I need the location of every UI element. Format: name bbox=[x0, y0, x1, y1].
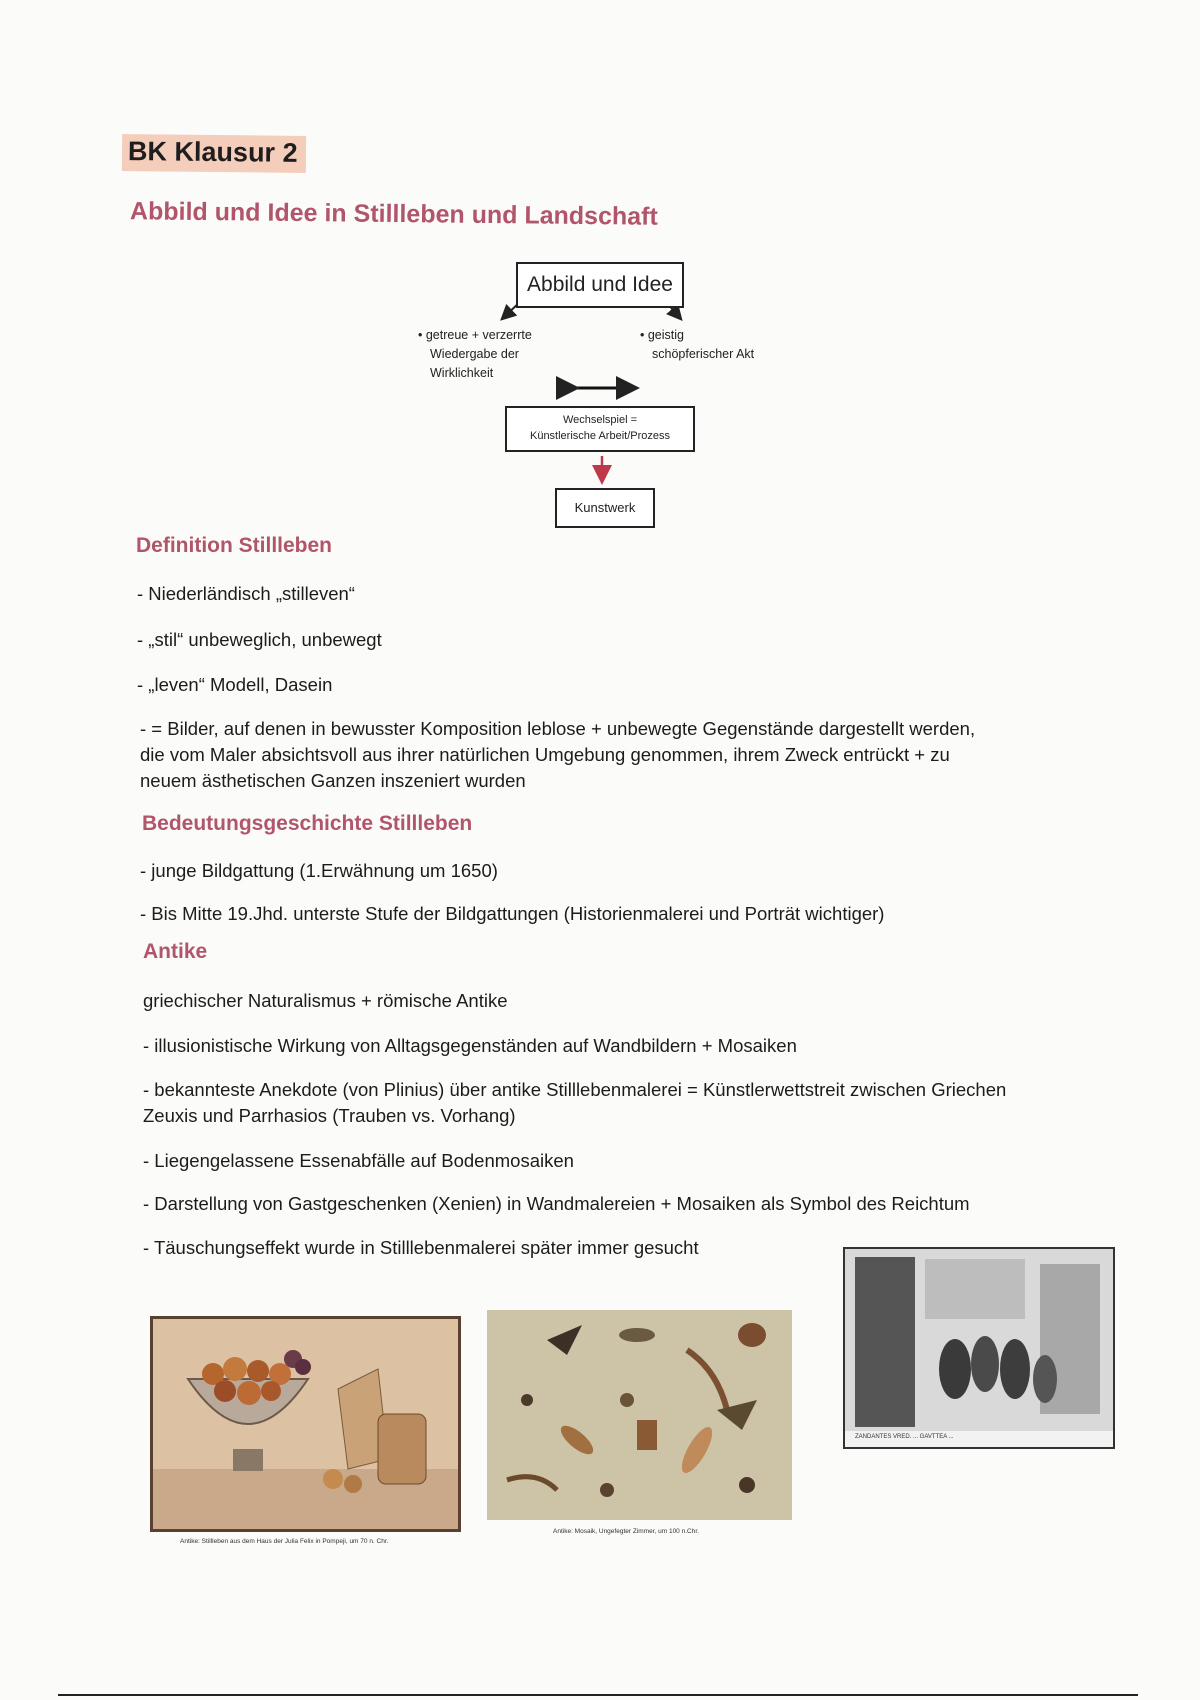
engraving-image bbox=[843, 1247, 1115, 1449]
diagram-main-box: Abbild und Idee bbox=[516, 262, 684, 308]
definition-item: - „leven“ Modell, Dasein bbox=[137, 674, 333, 695]
definition-item: - Niederländisch „stilleven“ bbox=[137, 583, 355, 604]
heading-history: Bedeutungsgeschichte Stillleben bbox=[142, 812, 473, 835]
footer-rule bbox=[58, 1694, 1138, 1696]
definition-item: - „stil“ unbeweglich, unbewegt bbox=[137, 629, 382, 650]
antike-item: - illusionistische Wirkung von Alltagsgegenständen auf Wandbildern + Mosaiken bbox=[143, 1035, 797, 1056]
mosaic-floor-image bbox=[487, 1310, 792, 1520]
diagram-right-text: • geistig schöpferischer Akt bbox=[640, 328, 755, 361]
diagram-left-text: • getreue + verzerrte Wiedergabe der Wirklichkeit bbox=[418, 328, 532, 380]
antike-item: - bekannteste Anekdote (von Plinius) über antike Stilllebenmalerei = Künstlerwettstreit zwischen Griechen Zeuxis und Parrhasios (Trauben vs. Vorhang) bbox=[143, 1079, 1007, 1126]
antike-item: - Täuschungseffekt wurde in Stilllebenmalerei später immer gesucht bbox=[143, 1237, 699, 1258]
page-subtitle: Abbild und Idee in Stillleben und Landschaft bbox=[129, 197, 658, 231]
antike-intro: griechischer Naturalismus + römische Antike bbox=[143, 990, 508, 1011]
image-caption: Antike: Stillleben aus dem Haus der Julia Felix in Pompeji, um 70 n. Chr. bbox=[180, 1538, 389, 1545]
diagram-exchange-box: Wechselspiel = Künstlerische Arbeit/Prozess bbox=[505, 406, 695, 452]
heading-definition: Definition Stillleben bbox=[136, 534, 333, 557]
definition-paragraph: - = Bilder, auf denen in bewusster Komposition leblose + unbewegte Gegenstände dargestellt werden, die vom Maler absichtsvoll aus ihrer natürlichen Umgebung genommen, ihrem Zweck entrückt + zu neuem ästhetischen Ganzen inszeniert wurden bbox=[140, 718, 976, 791]
engraving-caption: ZANDANTES VRED. ... GAVTTEA ... bbox=[855, 1434, 954, 1440]
fresco-still-life-image bbox=[150, 1316, 461, 1532]
history-item: - Bis Mitte 19.Jhd. unterste Stufe der Bildgattungen (Historienmalerei und Porträt wichtiger) bbox=[140, 903, 885, 924]
antike-item: - Liegengelassene Essenabfälle auf Bodenmosaiken bbox=[143, 1150, 574, 1171]
history-item: - junge Bildgattung (1.Erwähnung um 1650) bbox=[140, 860, 498, 881]
image-caption: Antike: Mosaik, Ungefegter Zimmer, um 100 n.Chr. bbox=[553, 1528, 699, 1535]
diagram-result-box: Kunstwerk bbox=[555, 488, 655, 528]
page-title: BK Klausur 2 bbox=[122, 134, 306, 173]
heading-antike: Antike bbox=[143, 940, 208, 963]
antike-item: - Darstellung von Gastgeschenken (Xenien) in Wandmalereien + Mosaiken als Symbol des Reichtum bbox=[143, 1193, 970, 1214]
